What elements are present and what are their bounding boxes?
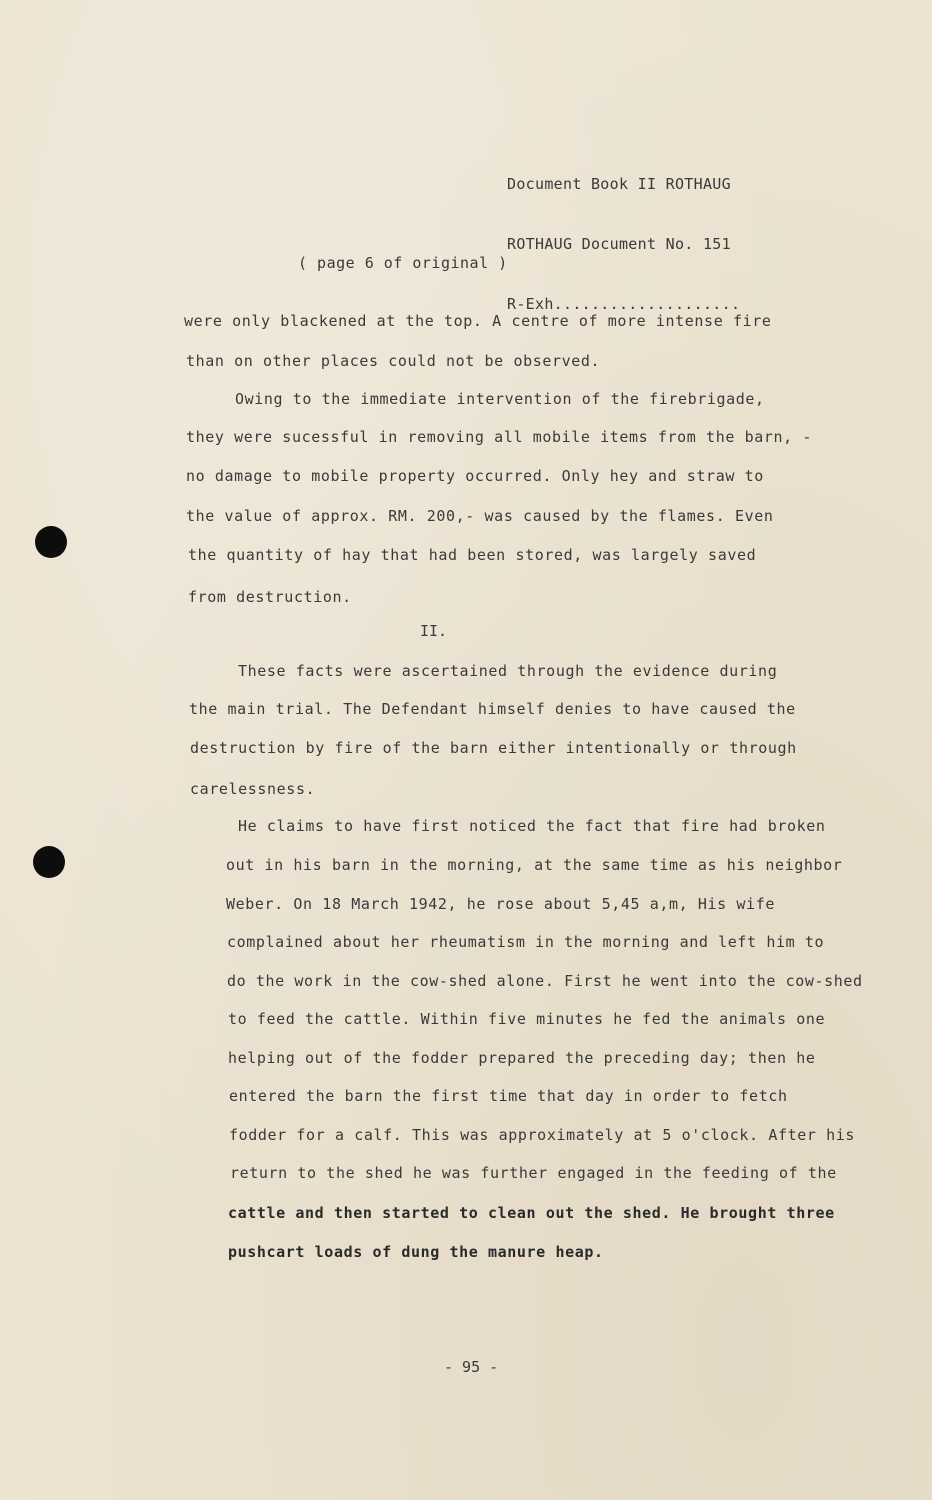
text-line: do the work in the cow-shed alone. First he went into the cow-shed	[227, 972, 863, 990]
page-number: - 95 -	[444, 1358, 499, 1376]
punch-hole-bottom	[33, 846, 65, 878]
original-page-note: ( page 6 of original )	[298, 254, 508, 272]
header-line-3: R-Exh....................	[507, 295, 741, 313]
punch-hole-top	[35, 526, 67, 558]
text-line: to feed the cattle. Within five minutes he fed the animals one	[228, 1010, 826, 1028]
text-line: the value of approx. RM. 200,- was caused by the flames. Even	[186, 507, 774, 525]
text-line: they were sucessful in removing all mobile items from the barn, -	[186, 428, 812, 446]
text-line: return to the shed he was further engaged in the feeding of the	[230, 1164, 837, 1182]
header-line-2: ROTHAUG Document No. 151	[507, 235, 731, 253]
section-heading: II.	[420, 622, 448, 640]
text-line: no damage to mobile property occurred. Only hey and straw to	[186, 467, 764, 485]
text-line: were only blackened at the top. A centre of more intense fire	[184, 312, 772, 330]
text-line: complained about her rheumatism in the morning and left him to	[227, 933, 825, 951]
text-line: Owing to the immediate intervention of the firebrigade,	[235, 390, 765, 408]
text-line: the quantity of hay that had been stored, was largely saved	[188, 546, 757, 564]
text-line: Weber. On 18 March 1942, he rose about 5,45 a,m, His wife	[226, 895, 775, 913]
text-line: pushcart loads of dung the manure heap.	[228, 1243, 604, 1261]
text-line: than on other places could not be observed.	[186, 352, 601, 370]
text-line: from destruction.	[188, 588, 352, 606]
text-line: He claims to have first noticed the fact that fire had broken	[238, 817, 826, 835]
text-line: helping out of the fodder prepared the preceding day; then he	[228, 1049, 816, 1067]
header-line-1: Document Book II ROTHAUG	[507, 175, 731, 193]
text-line: destruction by fire of the barn either intentionally or through	[190, 739, 797, 757]
text-line: These facts were ascertained through the evidence during	[238, 662, 778, 680]
text-line: out in his barn in the morning, at the same time as his neighbor	[226, 856, 843, 874]
text-line: entered the barn the first time that day in order to fetch	[229, 1087, 788, 1105]
text-line: the main trial. The Defendant himself denies to have caused the	[189, 700, 796, 718]
text-line: fodder for a calf. This was approximately at 5 o'clock. After his	[229, 1126, 855, 1144]
text-line: cattle and then started to clean out the shed. He brought three	[228, 1204, 835, 1222]
text-line: carelessness.	[190, 780, 316, 798]
